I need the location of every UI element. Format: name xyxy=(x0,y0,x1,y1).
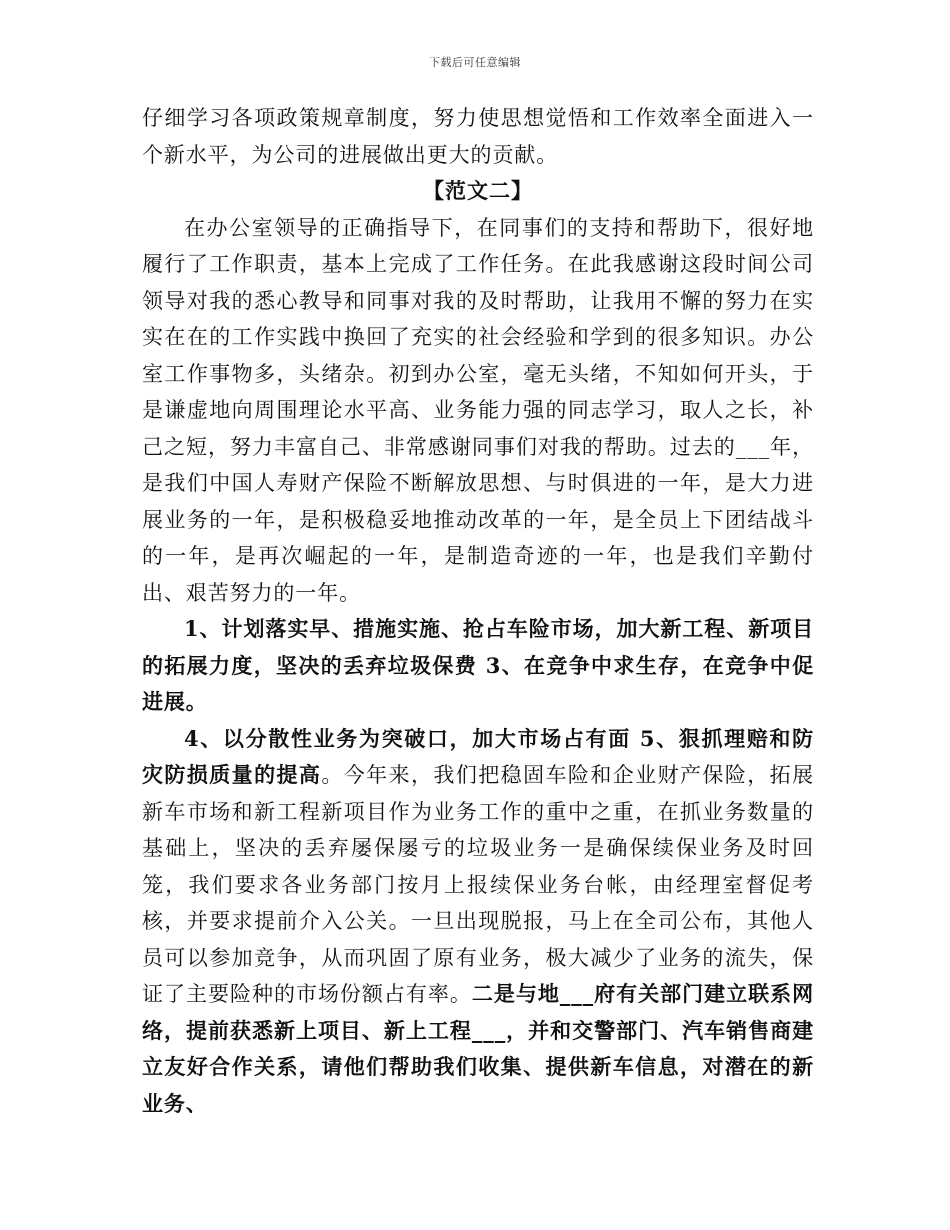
paragraph-1: 在办公室领导的正确指导下，在同事们的支持和帮助下，很好地履行了工作职责，基本上完成了工作任务。在此我感谢这段时间公司领导对我的悉心教导和同事对我的及时帮助，让我用不懈的努力在实实在在的工作实践中换回了充实的社会经验和学到的很多知识。办公室工作事物多，头绪杂。初到办公室，毫无头绪，不知如何开头，于是谦虚地向周围理论水平高、业务能力强的同志学习，取人之长，补己之短，努力丰富自己、非常感谢同事们对我的帮助。过去的___年，是我们中国人寿财产保险不断解放思想、与时俱进的一年，是大力进展业务的一年，是积极稳妥地推动改革的一年，是全员上下团结战斗的一年，是再次崛起的一年，是制造奇迹的一年，也是我们辛勤付出、艰苦努力的一年。 xyxy=(142,215,814,605)
paragraph-3 xyxy=(142,721,814,1123)
paragraph-3-bold-tail: 二是与地___府有关部门建立联系网络，提前获悉新上项目、新上工程___，并和交警部门、汽车销售商建立友好合作关系，请他们帮助我们收集、提供新车信息，对潜在的新业务、 xyxy=(142,981,814,1116)
document-body xyxy=(142,100,814,1122)
paragraph-3-body: 。今年来，我们把稳固车险和企业财产保险，拓展新车市场和新工程新项目作为业务工作的重中之重，在抓业务数量的基础上，坚决的丢弃屡保屡亏的垃圾业务一是确保续保业务及时回笼，我们要求各业务部门按月上报续保业务台帐，由经理室督促考核，并要求提前介入公关。一旦出现脱报，马上在全司公布，其他人员可以参加竞争，从而巩固了原有业务，极大减少了业务的流失，保证了主要险种的市场份额占有率。 xyxy=(142,763,814,1006)
intro-paragraph: 仔细学习各项政策规章制度，努力使思想觉悟和工作效率全面进入一个新水平，为公司的进展做出更大的贡献。 xyxy=(142,106,814,167)
section-title: 【范文二】 xyxy=(423,178,533,203)
paragraph-3-bold-lead: 4、以分散性业务为突破口，加大市场占有面 5、狠抓理赔和防灾防损质量的提高 xyxy=(142,725,814,787)
page-header-note: 下载后可任意编辑 xyxy=(429,56,521,69)
paragraph-2-bold: 1、计划落实早、措施实施、抢占车险市场，加大新工程、新项目的拓展力度，坚决的丢弃垃圾保费 3、在竞争中求生存，在竞争中促进展。 xyxy=(142,616,814,714)
